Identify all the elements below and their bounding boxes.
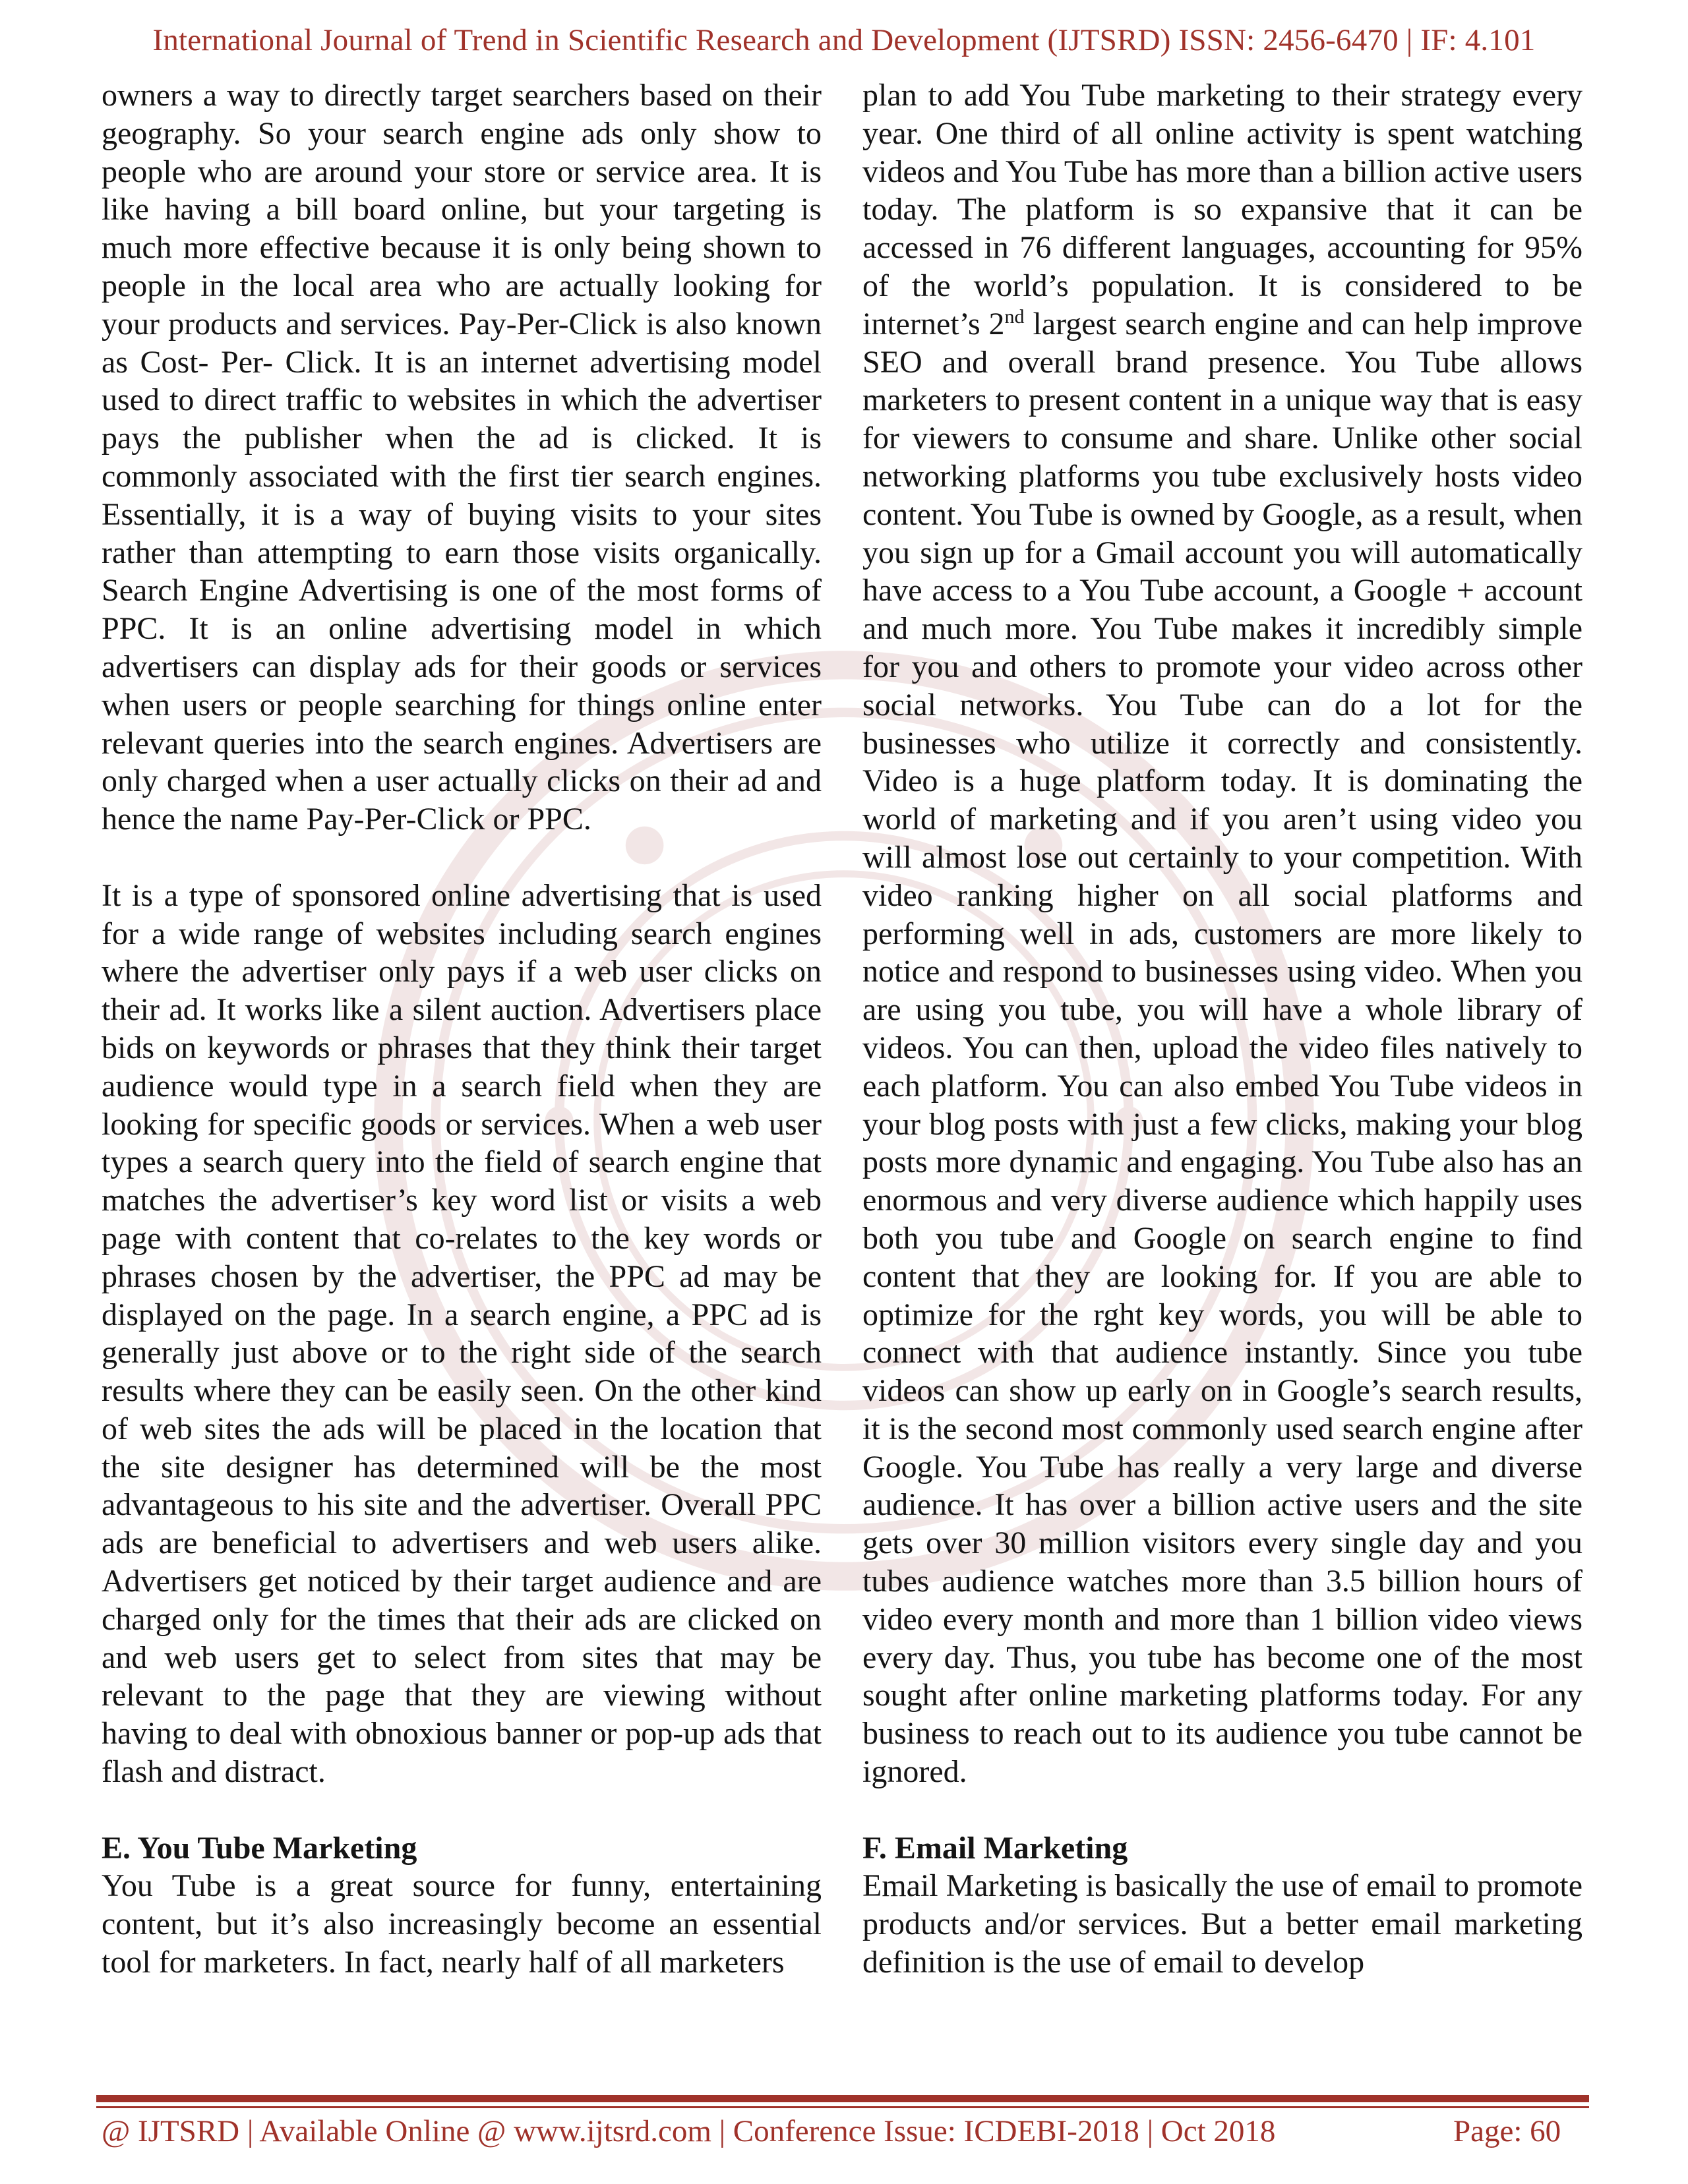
right-column — [862, 76, 1582, 1982]
right-paragraph-1-part-b: largest search engine and can help improve SEO and overall brand presence. You Tube allows marketers to present content in a unique way that is easy for viewers to consume and share. Unlike other social networking platforms you tube exclusively hosts video content. You Tube is owned by Google, as a result, when you sign up for a Gmail account you will automatically have access to a You Tube account, a Google + account and much more. You Tube makes it incredibly simple for you and others to promote your video across other social networks. You Tube can do a lot for the businesses who utilize it correctly and consistently. Video is a huge platform today. It is dominating the world of marketing and if you aren’t using video you will almost lose out certainly to your competition. With video ranking higher on all social platforms and performing well in ads, customers are more likely to notice and respond to businesses using video. When you are using you tube, you will have a whole library of videos. You can then, upload the video files natively to each platform. You can also embed You Tube videos in your blog posts with just a few clicks, making your blog posts more dynamic and engaging. You Tube also has an enormous and very diverse audience which happily uses both you tube and Google on search engine to find content that they are looking for. If you are able to optimize for the rght key words, you will be able to connect with that audience instantly. Since you tube videos can show up early on in Google’s search results, it is the second most commonly used search engine after Google. You Tube has really a very large and diverse audience. It has over a billion active users and the site gets over 30 million visitors every single day and you tubes audience watches more than 3.5 billion hours of video every month and more than 1 billion video views every day. Thus, you tube has become one of the most sought after online marketing platforms today. For any business to reach out to its audience you tube cannot be ignored. — [862, 306, 1582, 1790]
ordinal-superscript: nd — [1004, 305, 1025, 328]
right-paragraph-1-part-a: plan to add You Tube marketing to their strategy every year. One third of all online activity is spent watching videos and You Tube has more than a billion active users today. The platform is so expansive that it can be accessed in 76 different languages, accounting for 95% of the world’s population. It is considered to be internet’s 2 — [862, 78, 1582, 341]
footer-rule-thick — [96, 2095, 1589, 2102]
left-paragraph-1: owners a way to directly target searchers based on their geography. So your search engine ads only show to people who are around your store or service area. It is like having a bill board online, but your targeting is much more effective because it is only being shown to people in the local area who are actually looking for your products and services. Pay-Per-Click is also known as Cost- Per- Click. It is an internet advertising model used to direct traffic to websites in which the advertiser pays the publisher when the ad is clicked. It is commonly associated with the first tier search engines. Essentially, it is a way of buying visits to your sites rather than attempting to earn those visits organically. Search Engine Advertising is one of the most forms of PPC. It is an online advertising model in which advertisers can display ads for their goods or services when users or people searching for things online enter relevant queries into the search engines. Advertisers are only charged when a user actually clicks on their ad and hence the name Pay-Per-Click or PPC. — [102, 78, 822, 837]
page-number: Page: 60 — [1453, 2114, 1561, 2148]
section-heading-f: F. Email Marketing — [862, 1830, 1128, 1866]
left-column — [102, 76, 822, 1982]
footer-rule-thin — [96, 2106, 1589, 2108]
section-heading-e: E. You Tube Marketing — [102, 1830, 417, 1866]
running-header: International Journal of Trend in Scientific Research and Development (IJTSRD) ISSN: 2456-6470 | IF: 4.101 — [152, 23, 1536, 57]
footer-text: @ IJTSRD | Available Online @ www.ijtsrd.com | Conference Issue: ICDEBI-2018 | Oct 2018 — [102, 2114, 1276, 2148]
left-paragraph-2: It is a type of sponsored online advertising that is used for a wide range of websites including search engines where the advertiser only pays if a web user clicks on their ad. It works like a silent auction. Advertisers place bids on keywords or phrases that they think their target audience would type in a search field when they are looking for specific goods or services. When a web user types a search query into the field of search engine that matches the advertiser’s key word list or visits a web page with content that co-relates to the key words or phrases chosen by the advertiser, the PPC ad may be displayed on the page. In a search engine, a PPC ad is generally just above or to the right side of the search results where they can be easily seen. On the other kind of web sites the ads will be placed in the location that the site designer has determined will be the most advantageous to his site and the advertiser. Overall PPC ads are beneficial to advertisers and web users alike. Advertisers get noticed by their target audience and are charged only for the times that their ads are clicked on and web users get to select from sites that may be relevant to the page that they are viewing without having to deal with obnoxious banner or pop-up ads that flash and distract. — [102, 877, 822, 1790]
left-paragraph-3: You Tube is a great source for funny, entertaining content, but it’s also increasingly become an essential tool for marketers. In fact, nearly half of all marketers — [102, 1868, 822, 1980]
right-paragraph-2: Email Marketing is basically the use of email to promote products and/or services. But a better email marketing definition is the use of email to develop — [862, 1868, 1582, 1980]
right-paragraph-1 — [862, 76, 1582, 1791]
